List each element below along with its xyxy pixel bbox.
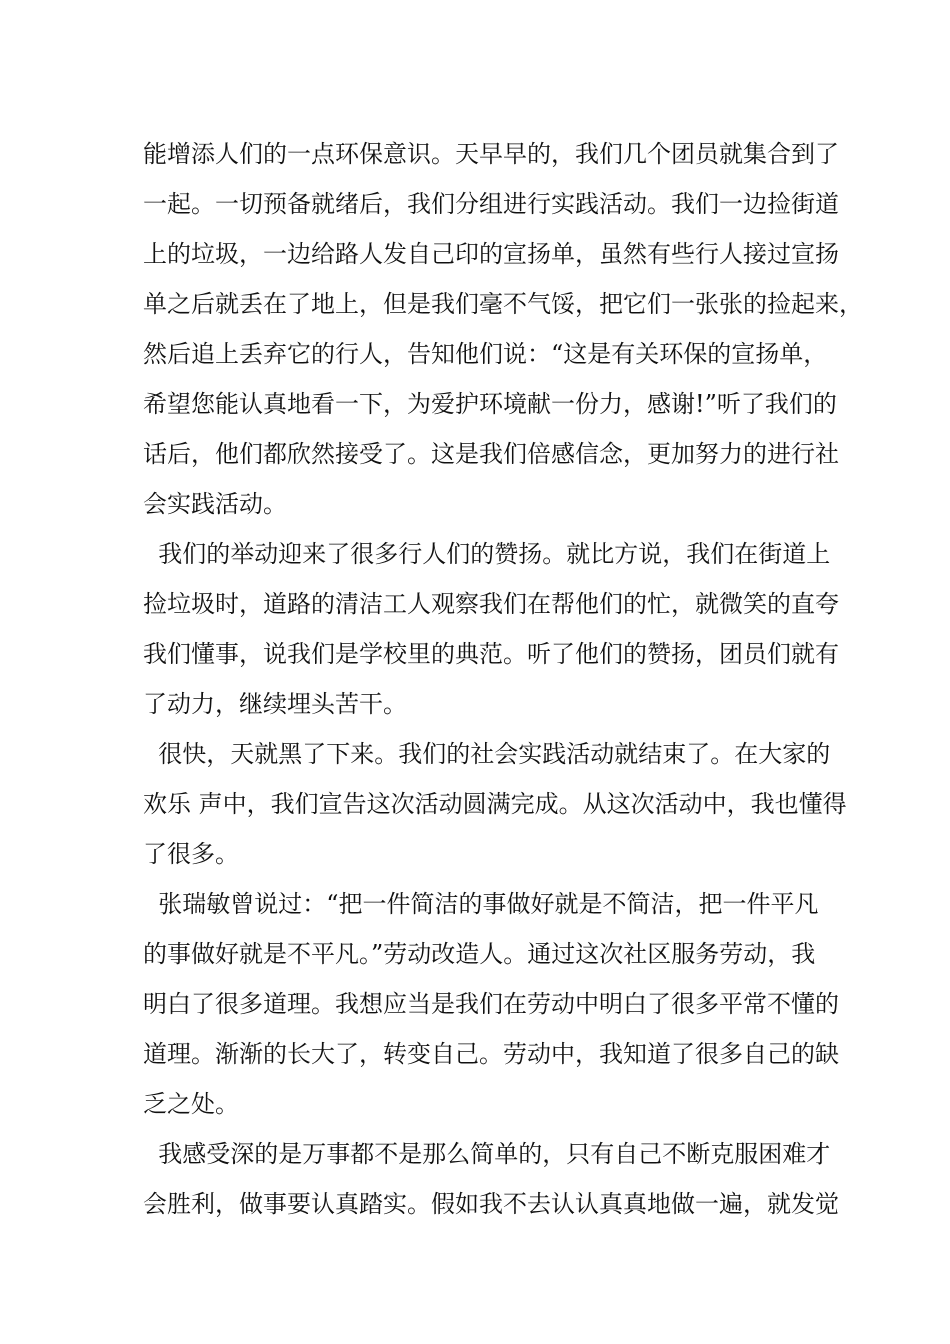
text-line: 明白了很多道理。我想应当是我们在劳动中明白了很多平常不懂的 (143, 990, 839, 1018)
text-line: 的事做好就是不平凡。”劳动改造人。通过这次社区服务劳动，我 (143, 940, 816, 968)
text-line: 会胜利，做事要认真踏实。假如我不去认认真真地做一遍，就发觉 (143, 1190, 839, 1218)
text-line: 会实践活动。 (143, 490, 287, 518)
text-line: 然后追上丢弃它的行人，告知他们说：“这是有关环保的宣扬单， (143, 340, 828, 368)
text-line: 我们懂事，说我们是学校里的典范。听了他们的赞扬，团员们就有 (143, 640, 839, 668)
text-line: 很快，天就黑了下来。我们的社会实践活动就结束了。在大家的 (143, 740, 831, 768)
text-line: 捡垃圾时，道路的清洁工人观察我们在帮他们的忙，就微笑的直夸 (143, 590, 839, 618)
text-line: 乏之处。 (143, 1090, 239, 1118)
text-line: 能增添人们的一点环保意识。天早早的，我们几个团员就集合到了 (143, 140, 839, 168)
text-line: 上的垃圾，一边给路人发自己印的宣扬单，虽然有些行人接过宣扬 (143, 240, 839, 268)
text-line: 我们的举动迎来了很多行人们的赞扬。就比方说，我们在街道上 (143, 540, 831, 568)
text-line: 单之后就丢在了地上，但是我们毫不气馁，把它们一张张的捡起来， (143, 290, 863, 318)
text-line: 希望您能认真地看一下，为爱护环境献一份力，感谢!”听了我们的 (143, 390, 837, 418)
body-text (143, 129, 863, 1229)
text-line: 道理。渐渐的长大了，转变自己。劳动中，我知道了很多自己的缺 (143, 1040, 839, 1068)
text-line: 一起。一切预备就绪后，我们分组进行实践活动。我们一边捡街道 (143, 190, 839, 218)
text-line: 我感受深的是万事都不是那么简单的，只有自己不断克服困难才 (143, 1140, 831, 1168)
text-line: 了很多。 (143, 840, 239, 868)
text-line: 了动力，继续埋头苦干。 (143, 690, 407, 718)
text-line: 张瑞敏曾说过：“把一件简洁的事做好就是不简洁，把一件平凡 (143, 890, 819, 918)
text-line: 话后，他们都欣然接受了。这是我们倍感信念，更加努力的进行社 (143, 440, 839, 468)
text-line: 欢乐 声中，我们宣告这次活动圆满完成。从这次活动中，我也懂得 (143, 790, 847, 818)
